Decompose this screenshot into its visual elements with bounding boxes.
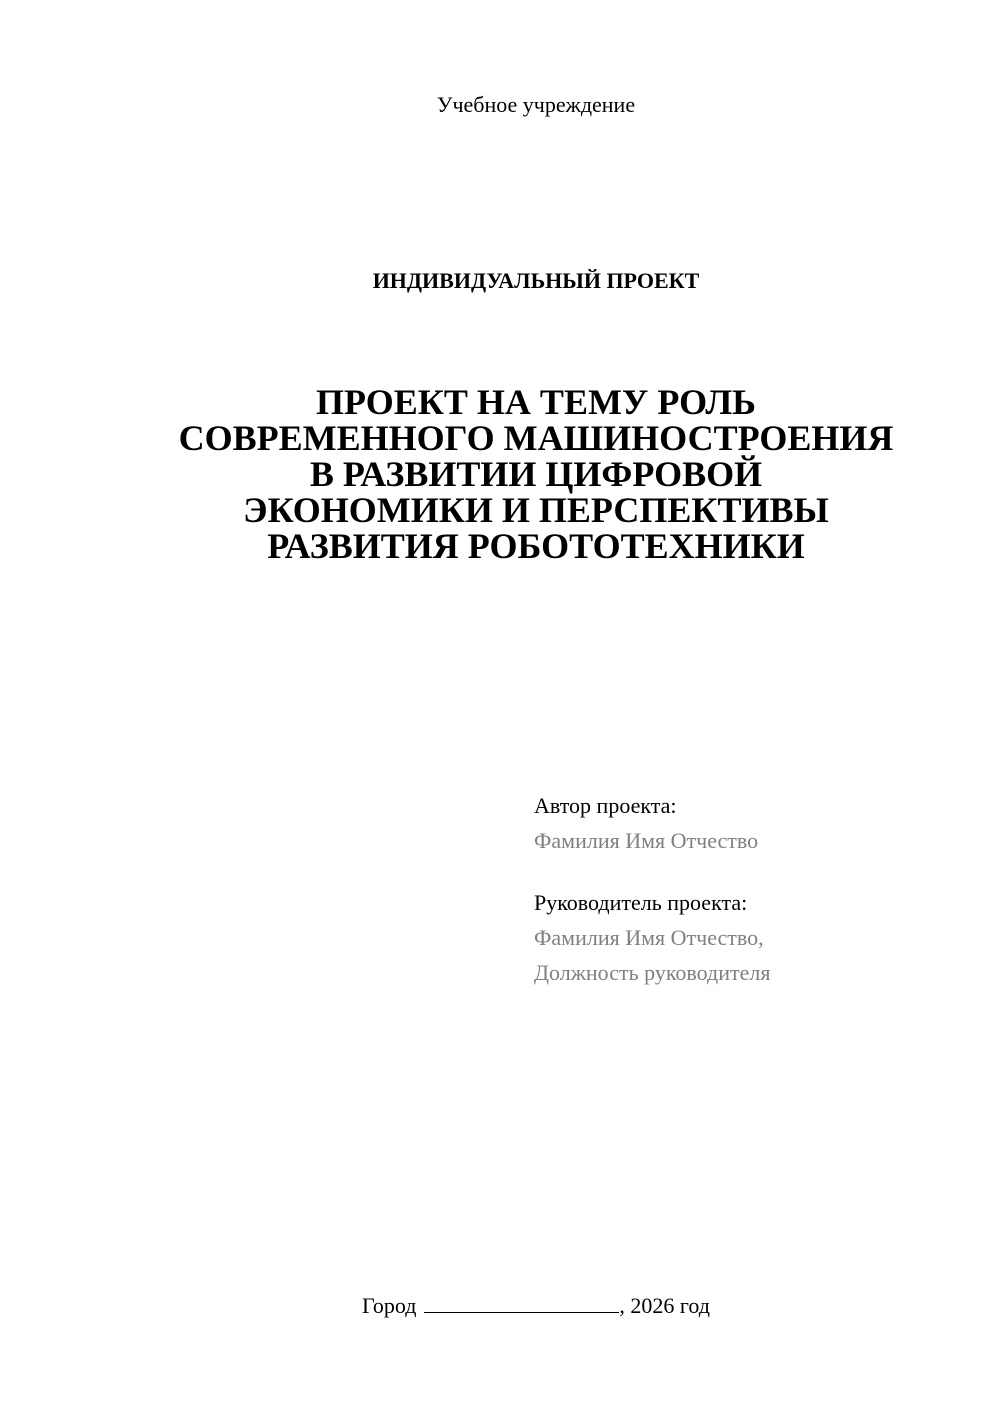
supervisor-label: Руководитель проекта: <box>534 890 748 915</box>
credits-block <box>534 788 974 990</box>
supervisor-position: Должность руководителя <box>534 960 771 985</box>
title-line-1: ПРОЕКТ НА ТЕМУ РОЛЬ <box>316 382 756 422</box>
title-line-5: РАЗВИТИЯ РОБОТОТЕХНИКИ <box>267 526 805 566</box>
supervisor-name: Фамилия Имя Отчество, <box>534 925 764 950</box>
document-type: ИНДИВИДУАЛЬНЫЙ ПРОЕКТ <box>372 268 700 293</box>
title-line-4: ЭКОНОМИКИ И ПЕРСПЕКТИВЫ <box>243 490 829 530</box>
institution-name: Учебное учреждение <box>436 92 636 117</box>
title-line-3: В РАЗВИТИИ ЦИФРОВОЙ <box>309 454 763 494</box>
credits-spacer <box>534 858 974 885</box>
author-label: Автор проекта: <box>534 793 677 818</box>
city-label: Город <box>362 1293 417 1318</box>
city-blank-line <box>424 1290 619 1313</box>
author-name: Фамилия Имя Отчество <box>534 828 759 853</box>
year-text: , 2026 год <box>619 1293 710 1318</box>
footer-city-year <box>0 1290 1000 1321</box>
project-title <box>130 384 942 564</box>
title-line-2: СОВРЕМЕННОГО МАШИНОСТРОЕНИЯ <box>178 418 894 458</box>
